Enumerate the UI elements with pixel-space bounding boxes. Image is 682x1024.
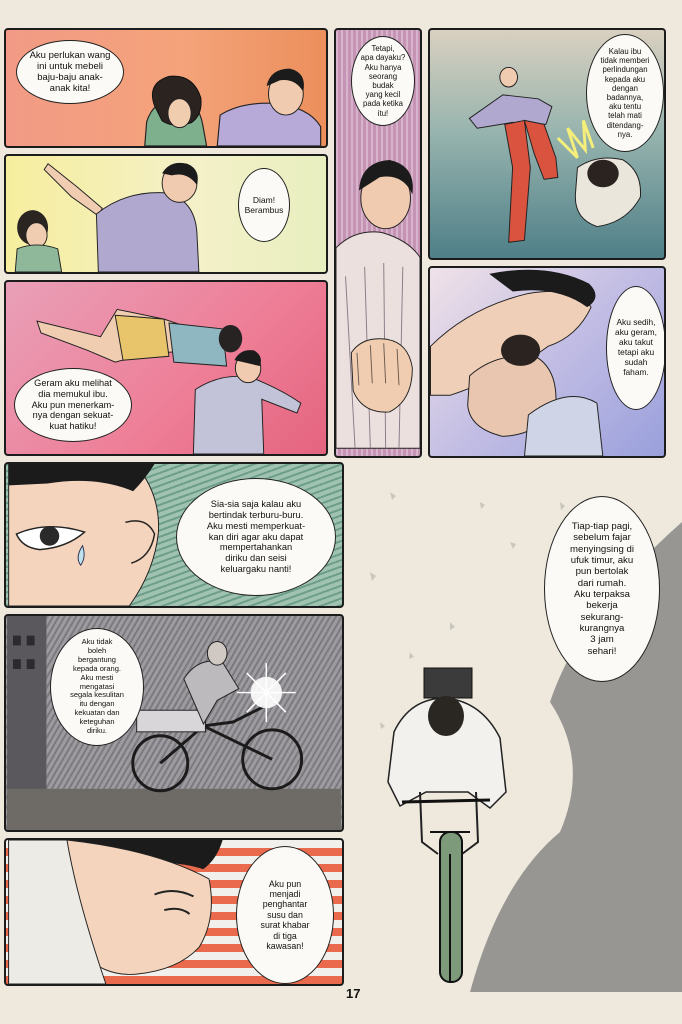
caption-bubble: Aku pun menjadi penghantar susu dan surat khabar di tiga kawasan! (236, 846, 334, 984)
caption-bubble: Tetapi, apa dayaku? Aku hanya seorang budak yang kecil pada ketika itu! (351, 36, 415, 126)
panel-boy-protects-mother (4, 280, 328, 456)
panel-boy-fist (334, 28, 422, 458)
panel-family-argument (4, 28, 328, 148)
caption-bubble: Aku sedih, aku geram, aku takut tetapi aku sudah faham. (606, 286, 666, 410)
panel-dawn-ride (350, 462, 682, 992)
speech-bubble: Diam! Berambus (238, 168, 290, 242)
panel-father-shouts (4, 154, 328, 274)
panel-determined-face (4, 838, 344, 986)
panel-tear-eye (4, 462, 344, 608)
panel-embrace (428, 266, 666, 458)
panel-kick (428, 28, 666, 260)
caption-bubble: Geram aku melihat dia memukul ibu. Aku pun menerkam- nya dengan sekuat- kuat hatiku! (14, 368, 132, 442)
caption-bubble: Sia-sia saja kalau aku bertindak terburu-buru. Aku mesti memperkuat- kan diri agar aku dapat mempertahankan diriku dan seisi keluargaku nanti! (176, 478, 336, 596)
caption-bubble: Tiap-tiap pagi, sebelum fajar menyingsing di ufuk timur, aku pun bertolak dari rumah. Aku terpaksa bekerja sekurang- kurangnya 3 jam sehari! (544, 496, 660, 682)
page-number: 17 (346, 986, 361, 1001)
speech-bubble: Aku perlukan wang ini untuk mebeli baju-baju anak- anak kita! (16, 40, 124, 104)
caption-bubble: Aku tidak boleh bergantung kepada orang. Aku mesti mengatasi segala kesulitan itu dengan kekuatan dan keteguhan diriku. (50, 628, 144, 746)
bicycle-town-art (6, 616, 342, 830)
panel-bicycle-town (4, 614, 344, 832)
caption-bubble: Kalau ibu tidak memberi perlindungan kepada aku dengan badannya, aku tentu telah mati ditendang- nya. (586, 34, 664, 152)
